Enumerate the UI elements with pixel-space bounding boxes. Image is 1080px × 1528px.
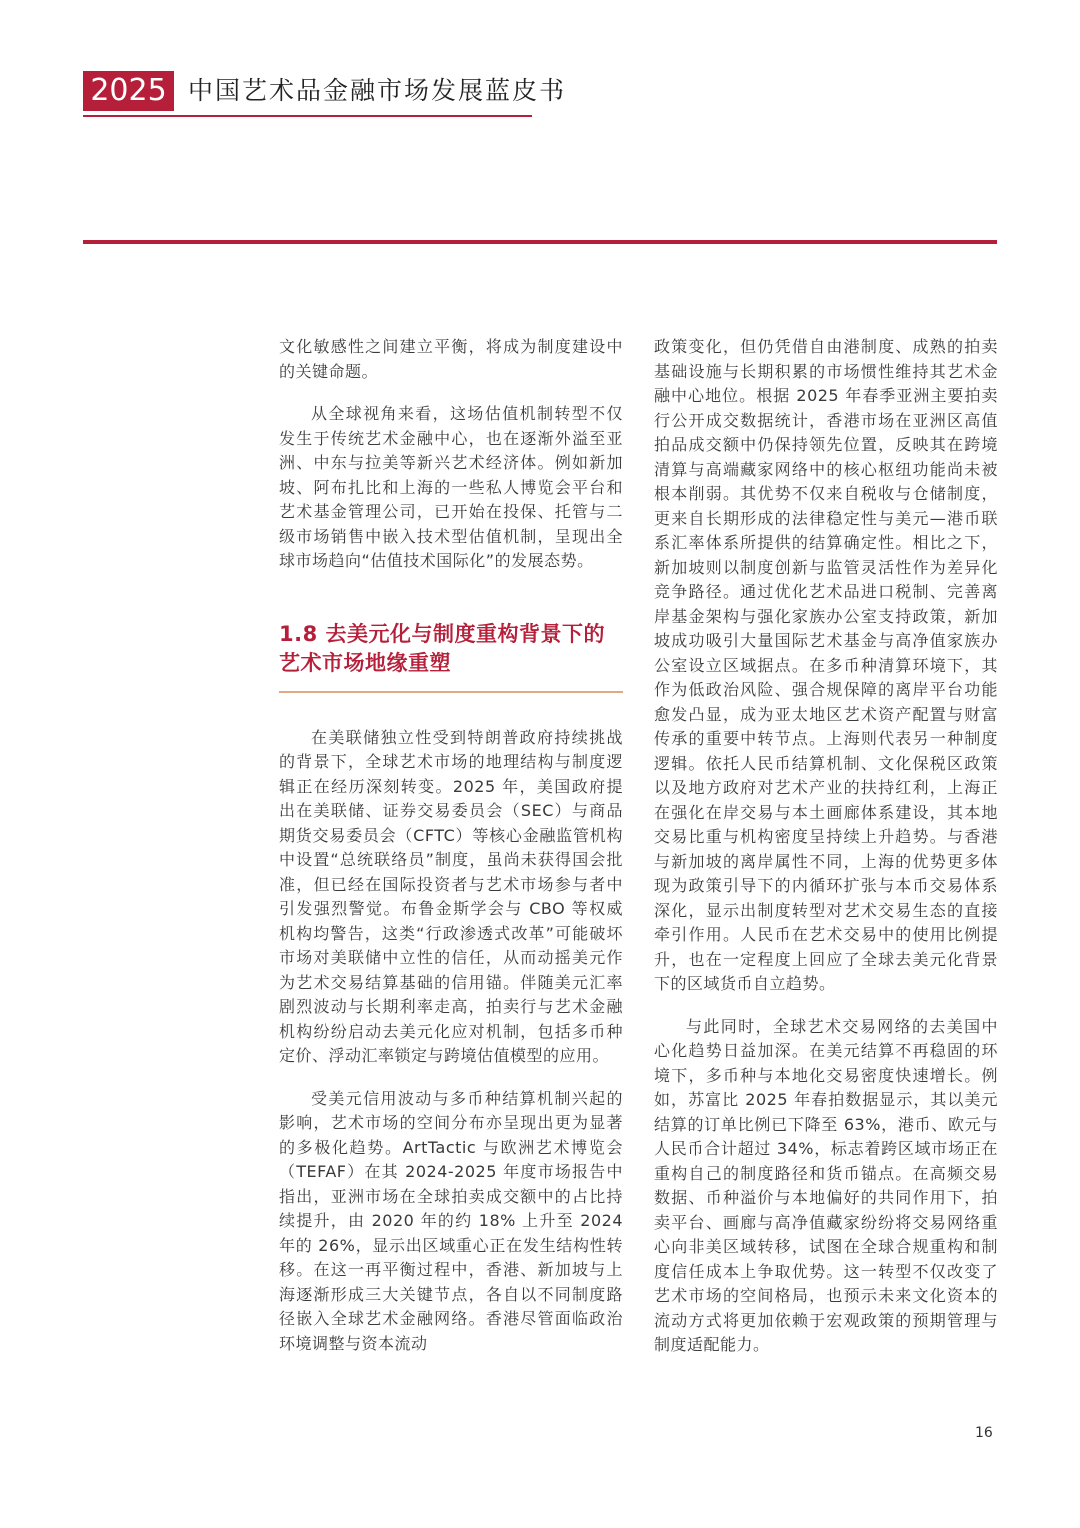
header-year-badge: 2025 — [83, 71, 174, 111]
right-paragraph-2: 与此同时，全球艺术交易网络的去美国中心化趋势日益加深。在美元结算不再稳固的环境下，多币种与本地化交易密度快速增长。例如，苏富比 2025 年春拍数据显示，其以美元结算的订单比例已下降至 63%，港币、欧元与人民币合计超过 34%，标志着跨区域市场正在重构自己的制度路径和货币锚点。在高频交易数据、币种溢价与本地偏好的共同作用下，拍卖平台、画廊与高净值藏家纷纷将交易网络重心向非美区域转移，试图在全球合规重构和制度信任成本上争取优势。这一转型不仅改变了艺术市场的空间格局，也预示未来文化资本的流动方式将更加依赖于宏观政策的预期管理与制度适配能力。 — [654, 1016, 998, 1354]
header-title: 中国艺术品金融市场发展蓝皮书 — [188, 76, 567, 105]
left-paragraph-3: 在美联储独立性受到特朗普政府持续挑战的背景下，全球艺术市场的地理结构与制度逻辑正在经历深刻转变。2025 年，美国政府提出在美联储、证券交易委员会（SEC）与商品期货交易委员会（CFTC）等核心金融监管机构中设置“总统联络员”制度，虽尚未获得国会批准，但已经在国际投资者与艺术市场参与者中引发强烈警觉。布鲁金斯学会与 CBO 等权威机构均警告，这类“行政渗透式改革”可能破坏市场对美联储中立性的信任，从而动摇美元作为艺术交易结算基础的信用锚。伴随美元汇率剧烈波动与长期利率走高，拍卖行与艺术金融机构纷纷启动去美元化应对机制，包括多币种定价、浮动汇率锁定与跨境估值模型的应用。 — [279, 727, 623, 1065]
header-underline — [83, 115, 532, 117]
left-paragraph-2: 从全球视角来看，这场估值机制转型不仅发生于传统艺术金融中心，也在逐渐外溢至亚洲、中东与拉美等新兴艺术经济体。例如新加坡、阿布扎比和上海的一些私人博览会平台和艺术基金管理公司，已开始在投保、托管与二级市场销售中嵌入技术型估值机制，呈现出全球市场趋向“估值技术国际化”的发展态势。 — [279, 404, 623, 570]
page-number: 16 — [975, 1425, 993, 1441]
left-column — [279, 335, 623, 1356]
right-column — [654, 335, 998, 1358]
section-heading-rule — [279, 691, 623, 693]
top-divider-bar — [83, 240, 997, 244]
left-paragraph-1: 文化敏感性之间建立平衡，将成为制度建设中的关键命题。 — [279, 337, 623, 381]
left-paragraph-4: 受美元信用波动与多币种结算机制兴起的影响，艺术市场的空间分布亦呈现出更为显著的多极化趋势。ArtTactic 与欧洲艺术博览会（TEFAF）在其 2024-2025 年度市场报告中指出，亚洲市场在全球拍卖成交额中的占比持续提升，由 2020 年的约 18% 上升至 2024 年的 26%，显示出区域重心正在发生结构性转移。在这一再平衡过程中，香港、新加坡与上海逐渐形成三大关键节点，各自以不同制度路径嵌入全球艺术金融网络。香港尽管面临政治环境调整与资本流动 — [279, 1088, 623, 1353]
section-heading: 1.8 去美元化与制度重构背景下的艺术市场地缘重塑 — [279, 621, 606, 675]
right-paragraph-1: 政策变化，但仍凭借自由港制度、成熟的拍卖基础设施与长期积累的市场惯性维持其艺术金融中心地位。根据 2025 年春季亚洲主要拍卖行公开成交数据统计，香港市场在亚洲区高值拍品成交额中仍保持领先位置，反映其在跨境清算与高端藏家网络中的核心枢纽功能尚未被根本削弱。其优势不仅来自税收与仓储制度，更来自长期形成的法律稳定性与美元—港币联系汇率体系所提供的结算确定性。相比之下，新加坡则以制度创新与监管灵活性作为差异化竞争路径。通过优化艺术品进口税制、完善离岸基金架构与强化家族办公室支持政策，新加坡成功吸引大量国际艺术基金与高净值家族办公室设立区域据点。在多币种清算环境下，其作为低政治风险、强合规保障的离岸平台功能愈发凸显，成为亚太地区艺术资产配置与财富传承的重要中转节点。上海则代表另一种制度逻辑。依托人民币结算机制、文化保税区政策以及地方政府对艺术产业的扶持红利，上海正在强化在岸交易与本土画廊体系建设，其本地交易比重与机构密度呈持续上升趋势。与香港与新加坡的离岸属性不同，上海的优势更多体现为政策引导下的内循环扩张与本币交易体系深化，显示出制度转型对艺术交易生态的直接牵引作用。人民币在艺术交易中的使用比例提升，也在一定程度上回应了全球去美元化背景下的区域货币自立趋势。 — [654, 337, 998, 993]
